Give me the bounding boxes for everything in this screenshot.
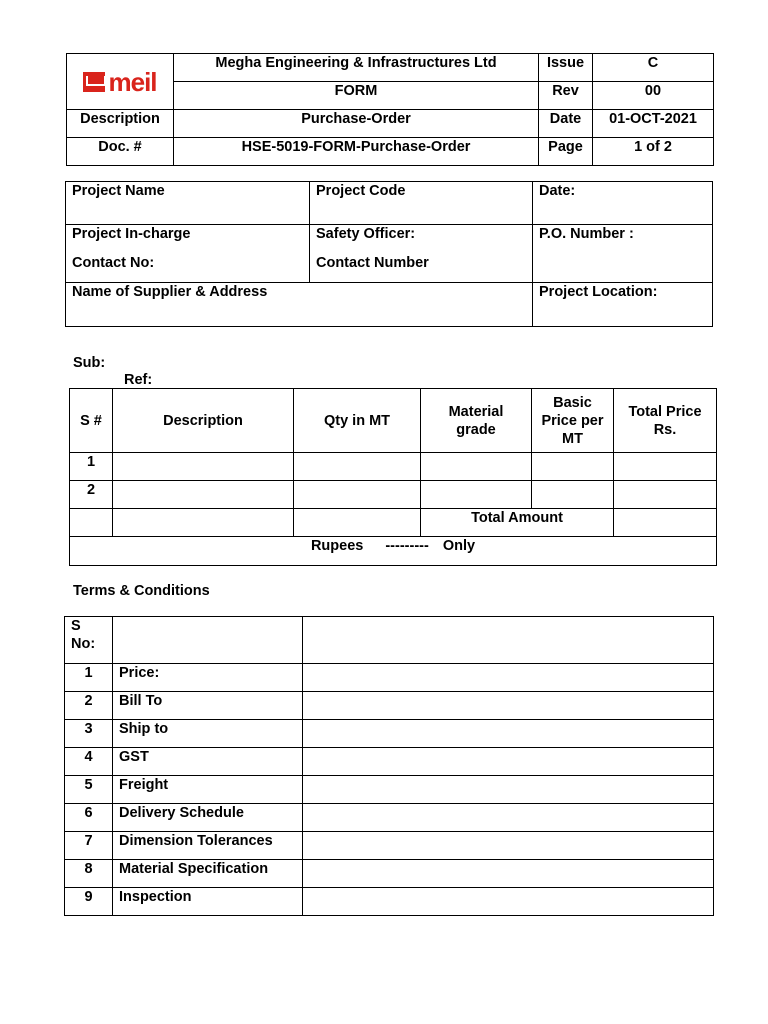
empty-cell: [303, 617, 714, 664]
terms-title: Terms & Conditions: [73, 583, 210, 599]
item-basic-price-cell[interactable]: [532, 453, 614, 481]
logo-text: meil: [108, 66, 157, 97]
items-table: [69, 388, 717, 566]
item-grade-cell[interactable]: [421, 481, 532, 509]
ref-label: Ref:: [124, 372, 153, 388]
term-label: Material Specification: [113, 860, 303, 888]
items-header-qty: Qty in MT: [294, 389, 421, 453]
term-label: GST: [113, 748, 303, 776]
term-value-cell[interactable]: [303, 860, 714, 888]
item-description-cell[interactable]: [113, 453, 294, 481]
term-value-cell[interactable]: [303, 832, 714, 860]
items-header-basic-price: Basic Price per MT: [532, 389, 614, 453]
total-amount-cell[interactable]: [614, 509, 717, 537]
terms-table: [64, 616, 714, 916]
table-row: [65, 888, 714, 916]
project-code-field[interactable]: Project Code: [310, 182, 533, 225]
table-row: [70, 481, 717, 509]
empty-cell: [70, 509, 113, 537]
header-table: [66, 53, 714, 166]
item-sno: 1: [70, 453, 113, 481]
rev-label: Rev: [539, 82, 593, 110]
rev-value: 00: [593, 82, 714, 110]
company-name: Megha Engineering & Infrastructures Ltd: [174, 54, 539, 82]
total-amount-label: Total Amount: [421, 509, 614, 537]
doc-value: HSE-5019-FORM-Purchase-Order: [174, 138, 539, 166]
table-row: [65, 832, 714, 860]
term-label: Delivery Schedule: [113, 804, 303, 832]
term-label: Ship to: [113, 720, 303, 748]
term-value-cell[interactable]: [303, 804, 714, 832]
item-qty-cell[interactable]: [294, 481, 421, 509]
project-incharge-label: Project In-charge: [72, 226, 191, 242]
empty-cell: [113, 617, 303, 664]
date-value: 01-OCT-2021: [593, 110, 714, 138]
term-label: Inspection: [113, 888, 303, 916]
project-table: [65, 181, 713, 327]
term-no: 3: [65, 720, 113, 748]
item-qty-cell[interactable]: [294, 453, 421, 481]
project-date-field[interactable]: Date:: [533, 182, 713, 225]
table-row: [65, 804, 714, 832]
page-label: Page: [539, 138, 593, 166]
supplier-field[interactable]: Name of Supplier & Address: [66, 283, 533, 327]
term-no: 2: [65, 692, 113, 720]
date-label: Date: [539, 110, 593, 138]
term-value-cell[interactable]: [303, 748, 714, 776]
table-row: [65, 776, 714, 804]
only-label: Only: [442, 538, 476, 554]
table-row: [65, 692, 714, 720]
term-value-cell[interactable]: [303, 720, 714, 748]
item-total-price-cell[interactable]: [614, 481, 717, 509]
term-no: 4: [65, 748, 113, 776]
item-description-cell[interactable]: [113, 481, 294, 509]
item-basic-price-cell[interactable]: [532, 481, 614, 509]
table-row: [65, 664, 714, 692]
sub-label: Sub:: [73, 355, 106, 371]
item-grade-cell[interactable]: [421, 453, 532, 481]
term-value-cell[interactable]: [303, 776, 714, 804]
term-no: 1: [65, 664, 113, 692]
project-incharge-field[interactable]: [66, 225, 310, 283]
term-no: 6: [65, 804, 113, 832]
table-row: [65, 748, 714, 776]
description-value: Purchase-Order: [174, 110, 539, 138]
term-label: Dimension Tolerances: [113, 832, 303, 860]
items-header-sno: S #: [70, 389, 113, 453]
table-row: [65, 720, 714, 748]
table-row: [65, 860, 714, 888]
empty-cell: [113, 509, 294, 537]
item-total-price-cell[interactable]: [614, 453, 717, 481]
description-label: Description: [67, 110, 174, 138]
form-label: FORM: [174, 82, 539, 110]
doc-label: Doc. #: [67, 138, 174, 166]
safety-officer-field[interactable]: [310, 225, 533, 283]
po-number-field[interactable]: P.O. Number :: [533, 225, 713, 283]
items-header-grade: Material grade: [421, 389, 532, 453]
issue-value: C: [593, 54, 714, 82]
term-no: 9: [65, 888, 113, 916]
term-no: 5: [65, 776, 113, 804]
items-header-total-price: Total Price Rs.: [614, 389, 717, 453]
logo: [67, 54, 174, 110]
term-value-cell[interactable]: [303, 664, 714, 692]
contact-number-label: Contact Number: [316, 255, 429, 271]
project-location-field[interactable]: Project Location:: [533, 283, 713, 327]
term-value-cell[interactable]: [303, 888, 714, 916]
safety-officer-label: Safety Officer:: [316, 226, 416, 242]
empty-cell: [294, 509, 421, 537]
rupees-row[interactable]: [70, 537, 717, 566]
table-row: [70, 453, 717, 481]
issue-label: Issue: [539, 54, 593, 82]
term-label: Freight: [113, 776, 303, 804]
contact-no-label: Contact No:: [72, 255, 155, 271]
project-name-field[interactable]: Project Name: [66, 182, 310, 225]
term-label: Bill To: [113, 692, 303, 720]
rupees-amount: ---------: [385, 538, 429, 554]
meil-logo-icon: [83, 72, 105, 92]
term-label: Price:: [113, 664, 303, 692]
term-value-cell[interactable]: [303, 692, 714, 720]
term-no: 7: [65, 832, 113, 860]
terms-header-sno: S No:: [65, 617, 113, 664]
items-header-description: Description: [113, 389, 294, 453]
term-no: 8: [65, 860, 113, 888]
page-value: 1 of 2: [593, 138, 714, 166]
rupees-label: Rupees: [310, 538, 364, 554]
item-sno: 2: [70, 481, 113, 509]
